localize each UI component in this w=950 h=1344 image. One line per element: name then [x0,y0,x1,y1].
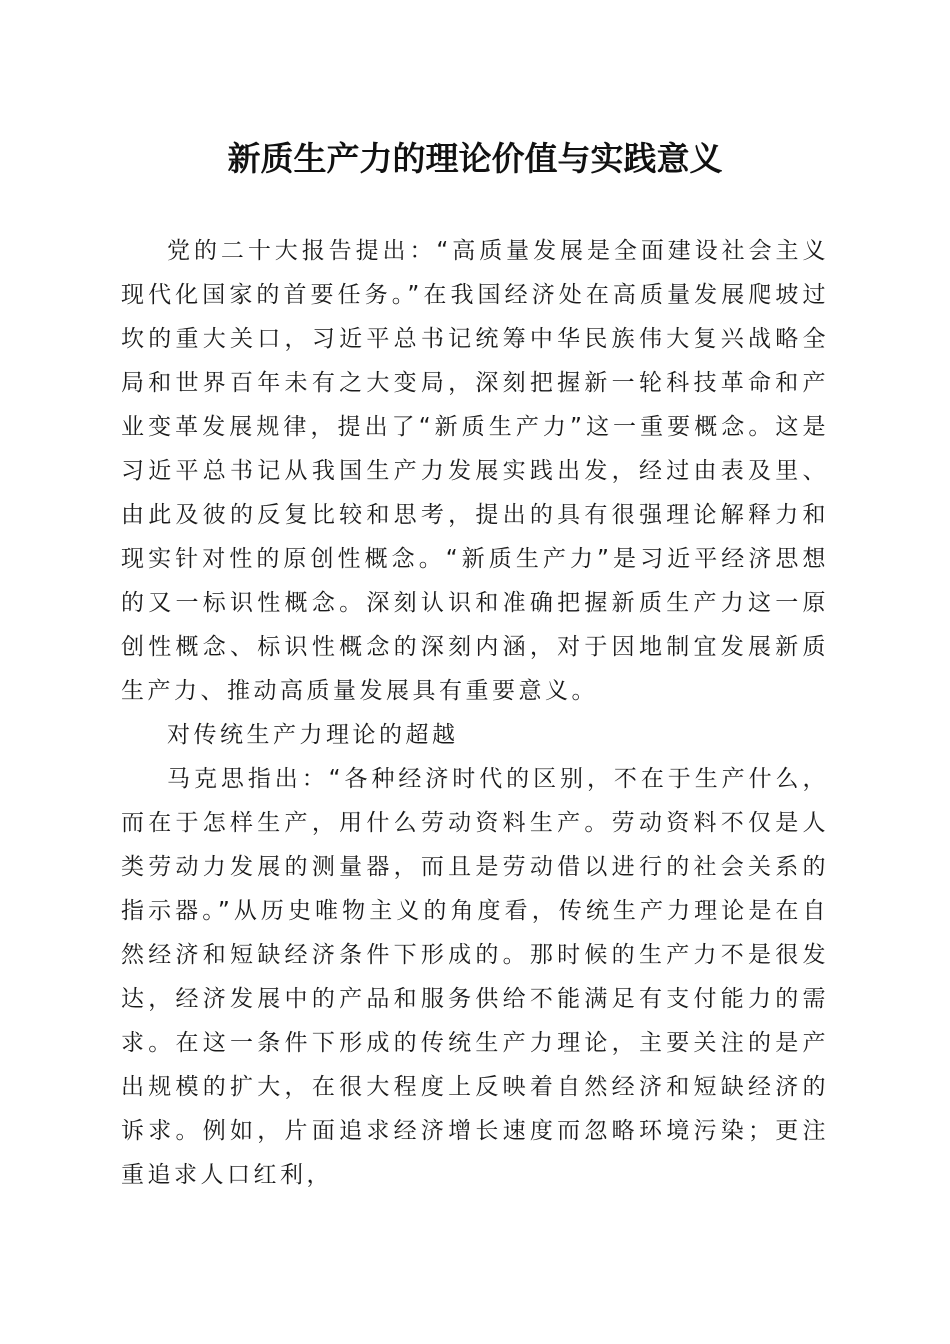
intro-paragraph: 党的二十大报告提出：“高质量发展是全面建设社会主义现代化国家的首要任务。”在我国经济处在高质量发展爬坡过坎的重大关口，习近平总书记统筹中华民族伟大复兴战略全局和世界百年未有之大变局，深刻把握新一轮科技革命和产业变革发展规律，提出了“新质生产力”这一重要概念。这是习近平总书记从我国生产力发展实践出发，经过由表及里、由此及彼的反复比较和思考，提出的具有很强理论解释力和现实针对性的原创性概念。“新质生产力”是习近平经济思想的又一标识性概念。深刻认识和准确把握新质生产力这一原创性概念、标识性概念的深刻内涵，对于因地制宜发展新质生产力、推动高质量发展具有重要意义。 [121,238,829,704]
document-body [121,229,829,1197]
section-heading: 对传统生产力理论的超越 [167,722,459,748]
document-title: 新质生产力的理论价值与实践意义 [227,139,723,178]
section-paragraph: 马克思指出：“各种经济时代的区别，不在于生产什么，而在于怎样生产，用什么劳动资料生产。劳动资料不仅是人类劳动力发展的测量器，而且是劳动借以进行的社会关系的指示器。”从历史唯物主义的角度看，传统生产力理论是在自然经济和短缺经济条件下形成的。那时候的生产力不是很发达，经济发展中的产品和服务供给不能满足有支付能力的需求。在这一条件下形成的传统生产力理论，主要关注的是产出规模的扩大，在很大程度上反映着自然经济和短缺经济的诉求。例如，片面追求经济增长速度而忽略环境污染；更注重追求人口红利， [121,766,829,1188]
